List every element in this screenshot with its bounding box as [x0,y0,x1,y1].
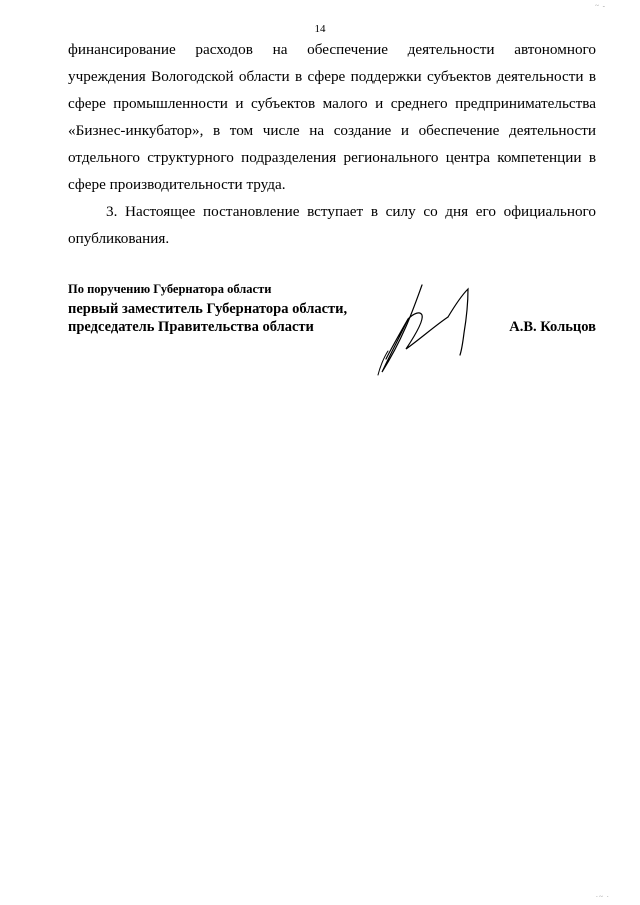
signature-block [68,282,598,382]
document-body [68,36,596,252]
scan-mark-bottom: ·~ · [595,893,610,901]
scan-mark-top: ~ - [595,2,606,10]
signatory-name: А.В. Кольцов [509,319,596,335]
page-number: 14 [314,23,326,35]
paragraph-continuation: финансирование расходов на обеспечение деятельности автономного учреждения Вологодской области в сфере поддержки субъектов деятельности в сфере промышленности и субъектов малого и среднего предпринимательства «Бизнес-инкубатор», в том числе на создание и обеспечение деятельности отдельного структурного подразделения регионального центра компетенции в сфере производительности труда. [68,41,596,193]
signatory-title-line2: председатель Правительства области [68,319,314,335]
signatory-title-line1: первый заместитель Губернатора области, [68,301,348,317]
handwritten-signature [364,277,504,377]
signatory-on-behalf: По поручению Губернатора области [68,282,272,296]
paragraph-item-3: 3. Настоящее постановление вступает в силу со дня его официального опубликования. [68,203,596,247]
